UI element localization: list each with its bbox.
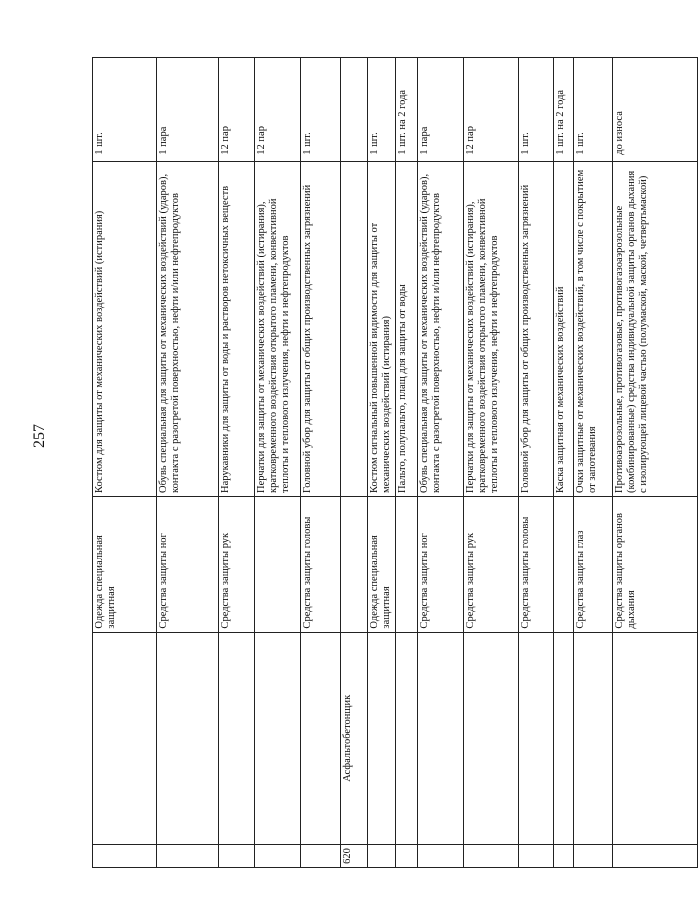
table-row xyxy=(613,58,698,868)
ppe-category-cell: Средства защиты органов дыхания xyxy=(613,496,698,632)
ppe-item-cell: Пальто, полупальто, плащ для защиты от воды xyxy=(396,161,418,496)
ppe-category-cell: Средства защиты головы xyxy=(301,496,341,632)
ppe-category-cell xyxy=(554,496,574,632)
issue-norm-cell: 1 шт. xyxy=(574,58,613,162)
row-number-cell xyxy=(554,844,574,867)
row-number-cell xyxy=(255,844,301,867)
row-number-cell xyxy=(93,844,157,867)
ppe-item-cell: Головной убор для защиты от общих производственных загрязнений xyxy=(519,161,554,496)
ppe-category-cell xyxy=(341,496,368,632)
row-number-cell xyxy=(574,844,613,867)
profession-cell xyxy=(613,632,698,844)
row-number-cell xyxy=(396,844,418,867)
issue-norm-cell: 1 шт. xyxy=(368,58,396,162)
ppe-item-cell: Костюм сигнальный повышенной видимости для защиты от механических воздействий (истирания) xyxy=(368,161,396,496)
row-number-cell xyxy=(368,844,396,867)
profession-cell xyxy=(396,632,418,844)
issue-norm-cell: 1 шт. xyxy=(519,58,554,162)
issue-norm-cell: 1 шт. xyxy=(93,58,157,162)
ppe-category-cell: Одежда специальная защитная xyxy=(93,496,157,632)
ppe-item-cell: Противоаэрозольные, противогазовые, противогазоаэрозольные (комбинированные) средства индивидуальной защиты органов дыхания с изолирующей лицевой частью (полумаской, маской, четвертьмаской) xyxy=(613,161,698,496)
row-number-cell xyxy=(519,844,554,867)
issue-norm-cell xyxy=(341,58,368,162)
ppe-item-cell: Обувь специальная для защиты от механических воздействий (ударов), контакта с разогретой поверхностью, нефти и/или нефтепродуктов xyxy=(418,161,464,496)
ppe-category-cell xyxy=(255,496,301,632)
table-row xyxy=(255,58,301,868)
issue-norm-cell: 1 шт. на 2 года xyxy=(554,58,574,162)
row-number-cell xyxy=(219,844,255,867)
ppe-category-cell: Средства защиты ног xyxy=(418,496,464,632)
issue-norm-cell: 12 пар xyxy=(219,58,255,162)
row-number-cell: 620 xyxy=(341,844,368,867)
table-row xyxy=(341,58,368,868)
issue-norm-cell: 1 пара xyxy=(418,58,464,162)
table-row xyxy=(519,58,554,868)
profession-cell xyxy=(574,632,613,844)
ppe-category-cell: Средства защиты рук xyxy=(219,496,255,632)
profession-cell xyxy=(219,632,255,844)
profession-cell xyxy=(301,632,341,844)
ppe-item-cell: Очки защитные от механических воздействий, в том числе с покрытием от запотевания xyxy=(574,161,613,496)
ppe-item-cell: Костюм для защиты от механических воздействий (истирания) xyxy=(93,161,157,496)
issue-norm-cell: 1 шт. на 2 года xyxy=(396,58,418,162)
row-number-cell xyxy=(418,844,464,867)
profession-cell xyxy=(418,632,464,844)
row-number-cell xyxy=(301,844,341,867)
profession-cell xyxy=(519,632,554,844)
profession-cell xyxy=(554,632,574,844)
issue-norm-cell: 12 пар xyxy=(464,58,519,162)
table-row xyxy=(574,58,613,868)
ppe-category-cell: Средства защиты головы xyxy=(519,496,554,632)
issue-norm-cell: до износа xyxy=(613,58,698,162)
profession-cell: Асфальтобетонщик xyxy=(341,632,368,844)
ppe-item-cell: Каска защитная от механических воздействий xyxy=(554,161,574,496)
ppe-item-cell: Перчатки для защиты от механических воздействий (истирания), кратковременного воздействия открытого пламени, конвективной теплоты и теплового излучения, нефти и нефтепродуктов xyxy=(464,161,519,496)
table-row xyxy=(93,58,157,868)
ppe-table-rotated xyxy=(92,57,649,868)
profession-cell xyxy=(368,632,396,844)
row-number-cell xyxy=(464,844,519,867)
ppe-table xyxy=(92,57,698,868)
issue-norm-cell: 1 шт. xyxy=(301,58,341,162)
table-row xyxy=(301,58,341,868)
profession-cell xyxy=(93,632,157,844)
issue-norm-cell: 1 пара xyxy=(157,58,219,162)
ppe-item-cell: Головной убор для защиты от общих производственных загрязнений xyxy=(301,161,341,496)
ppe-item-cell: Обувь специальная для защиты от механических воздействий (ударов), контакта с разогретой поверхностью, нефти и/или нефтепродуктов xyxy=(157,161,219,496)
table-row xyxy=(554,58,574,868)
ppe-item-cell xyxy=(341,161,368,496)
profession-cell xyxy=(255,632,301,844)
profession-cell xyxy=(464,632,519,844)
profession-cell xyxy=(157,632,219,844)
ppe-item-cell: Перчатки для защиты от механических воздействий (истирания), кратковременного воздействия открытого пламени, конвективной теплоты и теплового излучения, нефти и нефтепродуктов xyxy=(255,161,301,496)
row-number-cell xyxy=(157,844,219,867)
table-row xyxy=(396,58,418,868)
row-number-cell xyxy=(613,844,698,867)
ppe-category-cell: Средства защиты глаз xyxy=(574,496,613,632)
ppe-category-cell xyxy=(396,496,418,632)
issue-norm-cell: 12 пар xyxy=(255,58,301,162)
ppe-category-cell: Одежда специальная защитная xyxy=(368,496,396,632)
table-row xyxy=(418,58,464,868)
ppe-item-cell: Нарукавники для защиты от воды и растворов нетоксичных веществ xyxy=(219,161,255,496)
table-row xyxy=(368,58,396,868)
ppe-category-cell: Средства защиты рук xyxy=(464,496,519,632)
table-row xyxy=(219,58,255,868)
table-row xyxy=(464,58,519,868)
table-row xyxy=(157,58,219,868)
page-number: 257 xyxy=(31,424,48,448)
ppe-category-cell: Средства защиты ног xyxy=(157,496,219,632)
